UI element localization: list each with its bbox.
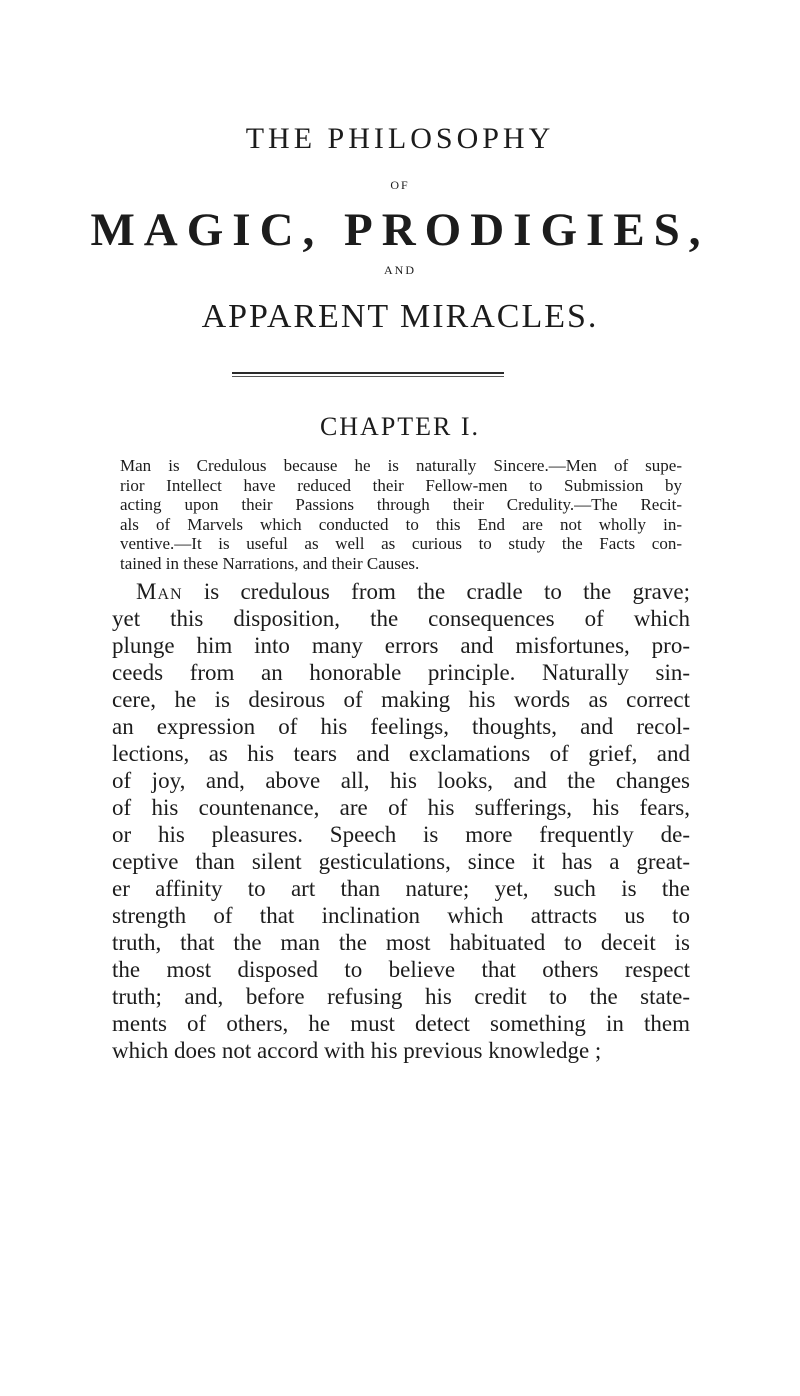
body-line-first [112, 578, 690, 605]
body-line: ceeds from an honorable principle. Naturally sin- [112, 660, 690, 685]
summary-line: Man is Credulous because he is naturally Sincere.—Men of supe- [120, 456, 682, 475]
body-line: plunge him into many errors and misfortunes, pro- [112, 633, 690, 658]
body-line: which does not accord with his previous knowledge ; [112, 1038, 602, 1063]
summary-line: ventive.—It is useful as well as curious to study the Facts con- [120, 534, 682, 553]
summary-line: tained in these Narrations, and their Causes. [120, 553, 420, 573]
title-of: OF [390, 178, 410, 192]
body-line: lections, as his tears and exclamations of grief, and [112, 741, 690, 766]
body-line: the most disposed to believe that others respect [112, 957, 690, 982]
body-line: an expression of his feelings, thoughts, and recol- [112, 714, 690, 739]
chapter-heading: CHAPTER I. [319, 412, 481, 441]
body-line: cere, he is desirous of making his words as correct [112, 687, 690, 712]
body-line: ments of others, he must detect something in them [112, 1011, 690, 1036]
chapter-body-paragraph [112, 578, 690, 1064]
body-line: truth; and, before refusing his credit to the state- [112, 984, 690, 1009]
body-line: of his countenance, are of his sufferings, his fears, [112, 795, 690, 820]
summary-line: als of Marvels which conducted to this End are not wholly in- [120, 514, 682, 534]
body-line: of joy, and, above all, his looks, and the changes [112, 768, 690, 793]
summary-line: rior Intellect have reduced their Fellow-men to Submission by [120, 475, 682, 495]
body-line: strength of that inclination which attracts us to [112, 903, 690, 928]
body-line: ceptive than silent gesticulations, since it has a great- [112, 849, 690, 874]
title-the-philosophy: THE PHILOSOPHY [245, 122, 555, 155]
title-divider-rule-thin [232, 376, 504, 377]
chapter-summary [120, 456, 682, 573]
body-line: or his pleasures. Speech is more frequently de- [112, 822, 690, 847]
body-first-line-rest: is credulous from the cradle to the grave; [182, 579, 690, 604]
body-first-word: Man [136, 579, 183, 604]
title-magic-prodigies: MAGIC, PRODIGIES, [90, 204, 710, 256]
body-line: er affinity to art than nature; yet, such is the [112, 876, 690, 901]
title-apparent-miracles: APPARENT MIRACLES. [201, 298, 599, 335]
title-divider-rule [232, 372, 504, 374]
summary-line: acting upon their Passions through their Credulity.—The Recit- [120, 495, 682, 514]
body-line: truth, that the man the most habituated to deceit is [112, 930, 690, 955]
title-and: AND [384, 263, 416, 277]
body-line: yet this disposition, the consequences of which [112, 606, 690, 631]
